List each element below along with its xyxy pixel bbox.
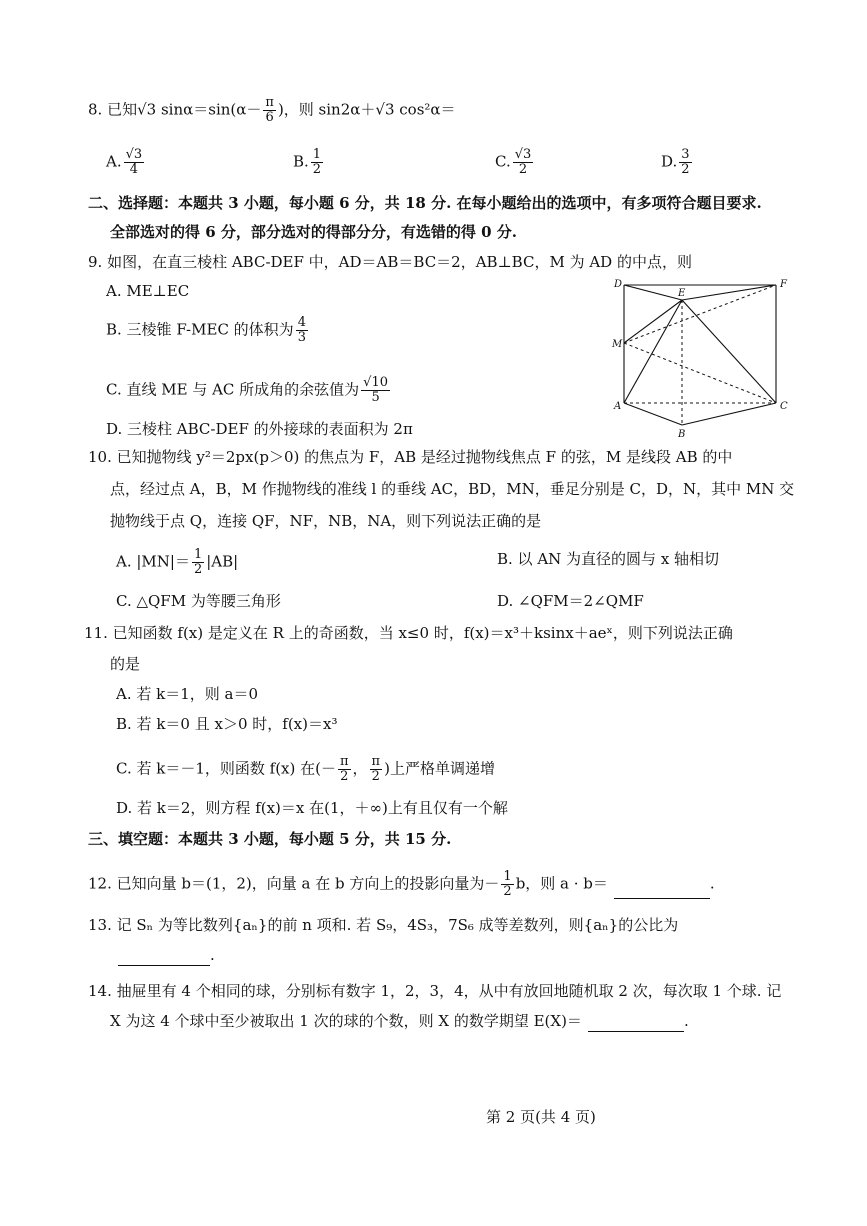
q10-line1: 10. 已知抛物线 y²＝2px(p＞0) 的焦点为 F，AB 是经过抛物线焦点 F 的弦，M 是线段 AB 的中 — [88, 448, 733, 466]
segment-mc-hidden — [624, 343, 776, 403]
q12-num: 1 — [503, 869, 512, 884]
q13-end: . — [210, 946, 215, 964]
q12 — [88, 870, 715, 899]
q8-frac — [263, 96, 276, 125]
label-f: F — [780, 279, 787, 290]
q13-line2 — [118, 944, 215, 966]
q8-stem — [88, 96, 456, 125]
q8-option-c — [495, 148, 535, 177]
q11-line2: 的是 — [110, 655, 141, 673]
q10-line3: 抛物线于点 Q，连接 QF，NF，NB，NA，则下列说法正确的是 — [110, 512, 542, 530]
q10-a-den: 2 — [193, 562, 203, 577]
q9-c-num: √10 — [363, 375, 388, 390]
q8-b-num: 1 — [312, 147, 322, 162]
q9-option-b — [106, 316, 310, 345]
q10-option-b: B. 以 AN 为直径的圆与 x 轴相切 — [497, 550, 720, 568]
segment-ea — [624, 300, 682, 403]
q9-option-d: D. 三棱柱 ABC-DEF 的外接球的表面积为 2π — [106, 420, 413, 438]
q9-b-den: 3 — [297, 330, 306, 345]
q11-option-d: D. 若 k＝2，则方程 f(x)＝x 在(1，＋∞)上有且仅有一个解 — [116, 799, 508, 817]
q12-post: b，则 a · b＝ — [515, 874, 608, 893]
q8-c-den: 2 — [518, 162, 528, 177]
q8-option-d — [661, 148, 694, 177]
q11-option-a: A. 若 k＝1，则 a＝0 — [116, 685, 259, 703]
q9-option-a: A. ME⊥EC — [106, 282, 190, 300]
edge-ab — [624, 403, 682, 425]
q8-c-frac — [513, 148, 534, 177]
q10-a-num: 1 — [193, 547, 203, 562]
q14-answer-blank[interactable] — [588, 1015, 684, 1032]
q9-stem: 9. 如图，在直三棱柱 ABC-DEF 中，AD＝AB＝BC＝2，AB⊥BC，M 为 AD 的中点，则 — [88, 253, 692, 271]
q8-a-num: √3 — [125, 147, 143, 162]
section2-line2: 全部选对的得 6 分，部分选对的得部分分，有选错的得 0 分. — [110, 223, 517, 241]
edge-ef — [682, 285, 776, 300]
q8-b-frac — [311, 148, 323, 177]
q10-option-c: C. △QFM 为等腰三角形 — [116, 592, 281, 610]
q12-den: 2 — [503, 884, 512, 899]
q12-answer-blank[interactable] — [614, 882, 710, 899]
q12-end: . — [709, 874, 715, 893]
section3-heading: 三、填空题：本题共 3 小题，每小题 5 分，共 15 分. — [88, 830, 452, 848]
q14-line1: 14. 抽屉里有 4 个相同的球，分别标有数字 1，2，3，4，从中有放回地随机取 2 次，每次取 1 个球. 记 — [88, 982, 782, 1000]
label-b: B — [678, 429, 686, 440]
q9-c-frac — [361, 376, 390, 405]
q12-pre: 12. 已知向量 b＝(1，2)，向量 a 在 b 方向上的投影向量为－ — [88, 874, 500, 893]
q11-option-b: B. 若 k＝0 且 x＞0 时，f(x)＝x³ — [116, 715, 338, 733]
label-e: E — [678, 288, 686, 299]
q8-c-num: √3 — [514, 147, 532, 162]
q11-c-d1: 2 — [340, 769, 349, 784]
q11-c-n2: π — [371, 754, 381, 769]
q9-b-num: 4 — [297, 315, 306, 330]
q8-d-label: D. — [661, 152, 678, 171]
q11-c-mid: ， — [352, 759, 368, 778]
q10-option-a — [116, 548, 238, 577]
q11-c-post: )上严格单调递增 — [384, 759, 495, 778]
q9-option-c — [106, 376, 392, 405]
q10-a-post: |AB| — [206, 552, 239, 571]
q12-frac — [501, 870, 513, 899]
q8-prefix: 8. 已知 — [88, 100, 138, 119]
q14-line2 — [110, 1010, 689, 1032]
q8-d-den: 2 — [681, 162, 690, 177]
segment-mf-hidden — [624, 285, 776, 343]
q9-b-text: B. 三棱锥 F-MEC 的体积为 — [106, 320, 294, 339]
q8-option-b — [293, 148, 325, 177]
q8-stem-a: √3 sinα＝sin(α－ — [137, 100, 262, 119]
q8-d-num: 3 — [681, 147, 690, 162]
label-c: C — [780, 401, 788, 412]
q10-line2: 点，经过点 A，B，M 作抛物线的准线 l 的垂线 AC，BD，MN，垂足分别是 C，D，N，其中 MN 交 — [110, 480, 795, 498]
q11-c-d2: 2 — [371, 769, 380, 784]
label-a: A — [614, 401, 622, 412]
q11-c-frac1 — [338, 755, 351, 784]
q10-a-frac — [192, 548, 204, 577]
edge-bc — [682, 403, 776, 425]
q8-frac-den: 6 — [265, 110, 274, 125]
label-d: D — [614, 279, 623, 290]
q14-line2-text: X 为这 4 个球中至少被取出 1 次的球的个数，则 X 的数学期望 E(X)＝ — [110, 1012, 582, 1030]
q11-c-frac2 — [370, 755, 383, 784]
q8-stem-b: )，则 sin2α＋√3 cos²α＝ — [277, 100, 456, 119]
q8-b-label: B. — [293, 152, 309, 171]
q13-line1: 13. 记 Sₙ 为等比数列{aₙ}的前 n 项和. 若 S₉，4S₃，7S₆ 成等差数列，则{aₙ}的公比为 — [88, 916, 679, 934]
segment-me — [624, 300, 682, 343]
q11-line1: 11. 已知函数 f(x) 是定义在 R 上的奇函数，当 x≤0 时，f(x)＝x³＋ksinx＋aeˣ，则下列说法正确 — [84, 624, 733, 642]
label-m: M — [612, 339, 623, 350]
q8-c-label: C. — [495, 152, 511, 171]
q11-c-n1: π — [339, 754, 349, 769]
q8-frac-num: π — [265, 95, 274, 110]
q11-c-pre: C. 若 k＝－1，则函数 f(x) 在(－ — [116, 759, 336, 778]
section2-line1: 二、选择题：本题共 3 小题，每小题 6 分，共 18 分. 在每小题给出的选项中，有多项符合题目要求. — [88, 194, 762, 212]
q8-b-den: 2 — [312, 162, 322, 177]
q8-a-frac — [124, 148, 145, 177]
q8-option-a — [106, 148, 146, 177]
segment-ec — [682, 300, 776, 403]
q9-c-den: 5 — [371, 390, 380, 405]
q14-end: . — [683, 1012, 689, 1030]
q10-option-d: D. ∠QFM＝2∠QMF — [497, 592, 644, 610]
page-footer: 第 2 页(共 4 页) — [486, 1108, 596, 1126]
q8-a-label: A. — [106, 152, 122, 171]
q9-b-frac — [296, 316, 308, 345]
q9-c-text: C. 直线 ME 与 AC 所成角的余弦值为 — [106, 380, 360, 399]
q13-answer-blank[interactable] — [118, 949, 210, 966]
edge-de — [624, 285, 682, 300]
q8-a-den: 4 — [129, 162, 139, 177]
q8-d-frac — [679, 148, 691, 177]
q10-a-pre: A. |MN|＝ — [116, 552, 190, 571]
q11-option-c — [116, 755, 495, 784]
prism-figure — [610, 275, 810, 445]
